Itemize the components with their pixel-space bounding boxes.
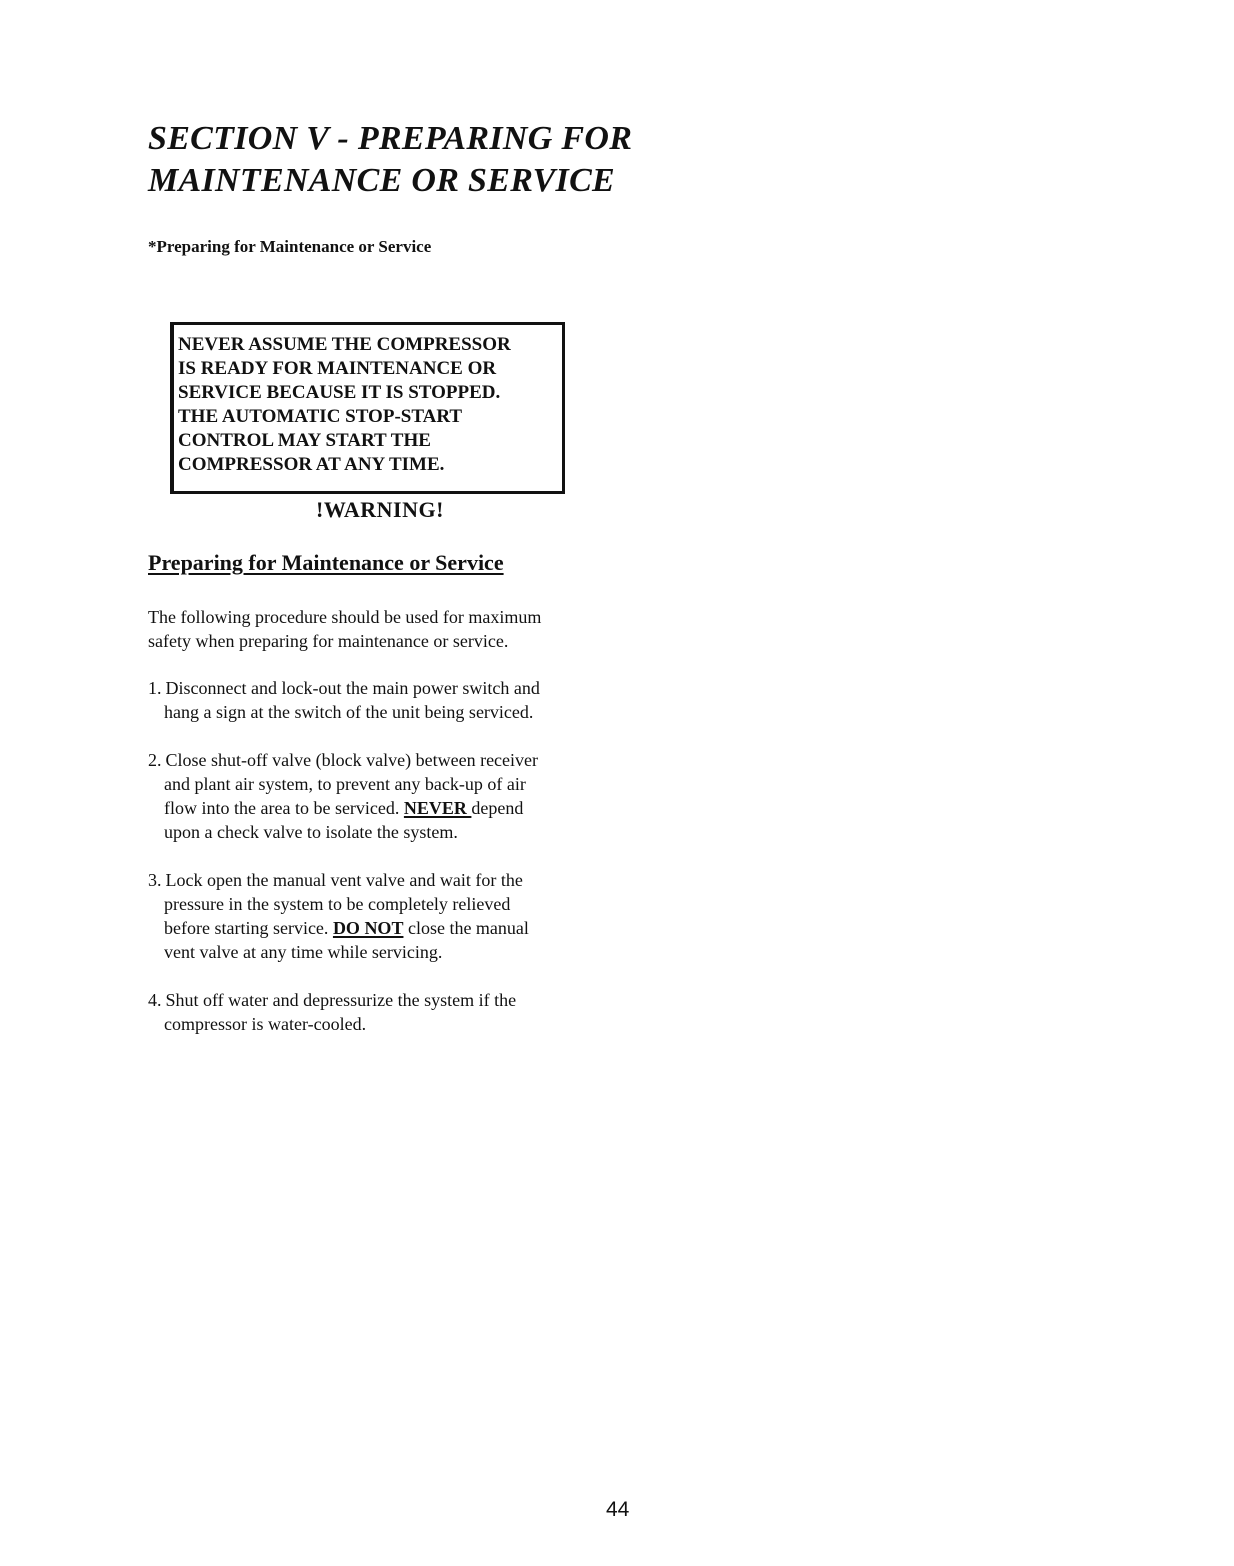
step-text: close the manual (403, 918, 529, 938)
warning-line: CONTROL MAY START THE (178, 430, 431, 451)
warning-line: THE AUTOMATIC STOP-START (178, 406, 463, 427)
procedure-steps (148, 676, 618, 1060)
step-text: Close shut-off valve (block valve) between receiver (165, 750, 539, 770)
subheading-small: *Preparing for Maintenance or Service (148, 237, 432, 256)
step-line (148, 988, 618, 1012)
step-text: depend (471, 798, 524, 818)
warning-line: NEVER ASSUME THE COMPRESSOR (178, 334, 511, 355)
step-line: pressure in the system to be completely relieved (164, 894, 511, 914)
step-line: and plant air system, to prevent any back-up of air (164, 774, 526, 794)
step-line (148, 796, 618, 820)
step-line: hang a sign at the switch of the unit being serviced. (164, 702, 534, 722)
warning-line: IS READY FOR MAINTENANCE OR (178, 358, 497, 379)
procedure-step-3 (148, 868, 618, 964)
section-title-line-2: MAINTENANCE OR SERVICE (148, 162, 616, 199)
warning-line: SERVICE BECAUSE IT IS STOPPED. (178, 382, 501, 403)
step-number: 1. (148, 678, 162, 698)
procedure-step-1 (148, 676, 618, 724)
step-line (148, 676, 618, 700)
section-title (148, 118, 632, 202)
step-text: Shut off water and depressurize the system if the (165, 990, 517, 1010)
step-line: vent valve at any time while servicing. (164, 942, 443, 962)
step-text: flow into the area to be serviced. (164, 798, 404, 818)
step-number: 3. (148, 870, 162, 890)
procedure-step-2 (148, 748, 618, 844)
step-number: 4. (148, 990, 162, 1010)
procedure-step-4 (148, 988, 618, 1036)
warning-label: !WARNING! (316, 497, 444, 522)
intro-line: The following procedure should be used for maximum (148, 607, 542, 627)
step-text: before starting service. (164, 918, 333, 938)
intro-line: safety when preparing for maintenance or service. (148, 631, 509, 651)
warning-line: COMPRESSOR AT ANY TIME. (178, 454, 445, 475)
emphasis-never: NEVER (403, 798, 472, 818)
step-number: 2. (148, 750, 162, 770)
step-line (148, 748, 618, 772)
step-line (148, 916, 618, 940)
step-line (148, 868, 618, 892)
section-heading: Preparing for Maintenance or Service (148, 550, 504, 575)
warning-box (170, 322, 565, 494)
step-line: upon a check valve to isolate the system. (164, 822, 458, 842)
section-title-line-1: SECTION V - PREPARING FOR (148, 120, 633, 157)
step-text: Disconnect and lock-out the main power switch and (165, 678, 540, 698)
page-number: 44 (606, 1498, 630, 1521)
step-line: compressor is water-cooled. (164, 1014, 367, 1034)
intro-paragraph (148, 605, 618, 653)
step-text: Lock open the manual vent valve and wait for the (165, 870, 523, 890)
emphasis-do-not: DO NOT (332, 918, 404, 938)
